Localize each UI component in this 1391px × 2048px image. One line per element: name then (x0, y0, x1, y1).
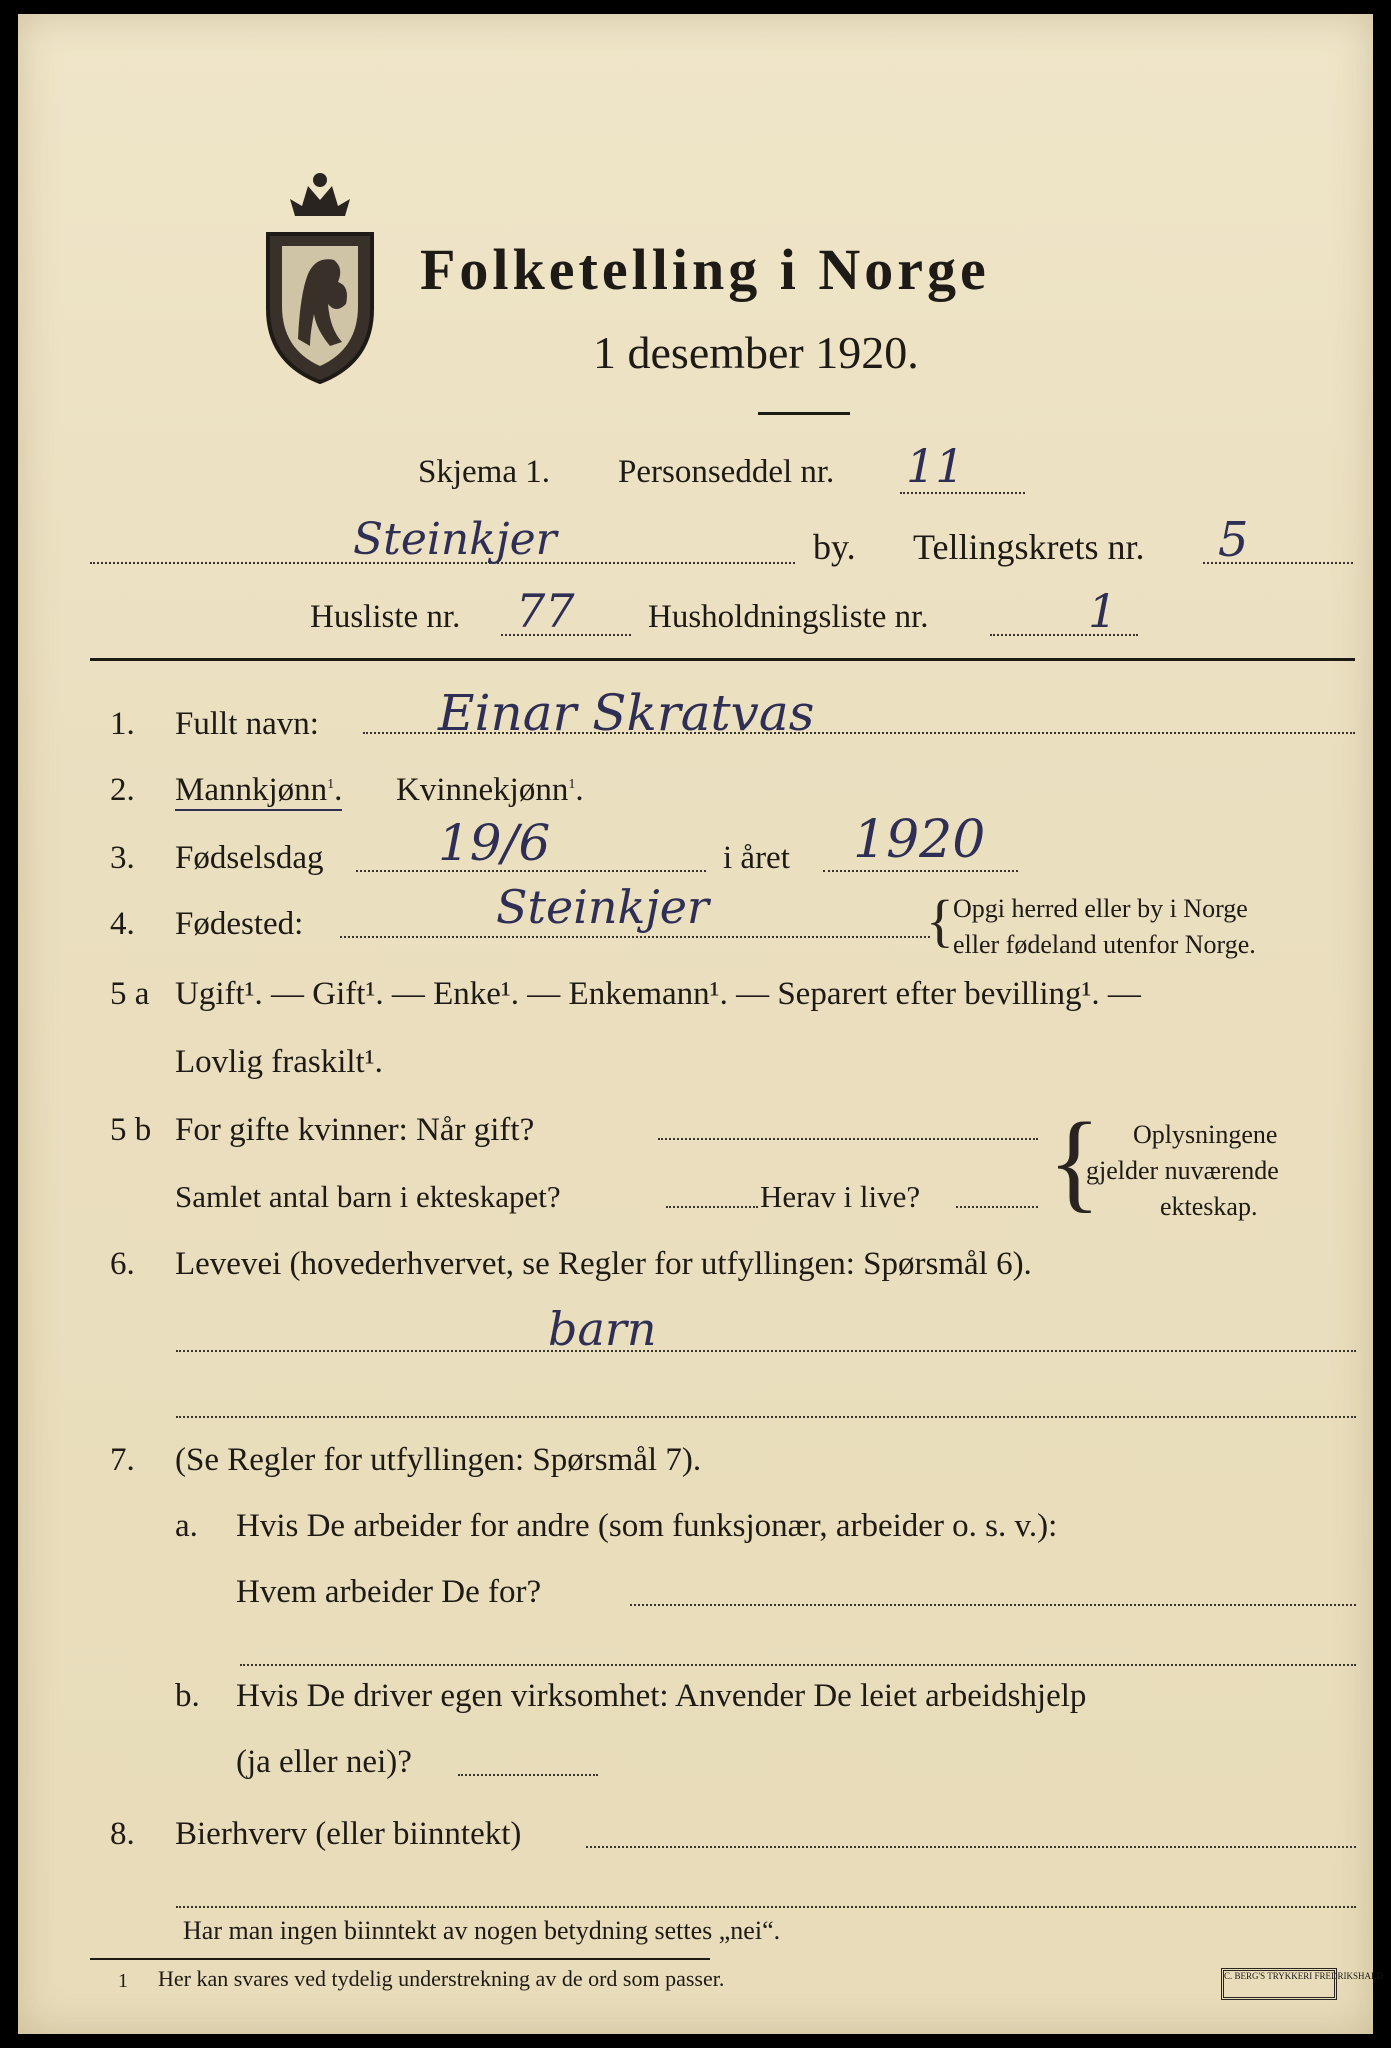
birthplace-note-2: eller fødeland utenfor Norge. (953, 930, 1256, 959)
form-title: Folketelling i Norge (420, 237, 990, 302)
marital-status-options[interactable]: Ugift¹. — Gift¹. — Enke¹. — Enkemann¹. — Separert efter bevilling¹. — (175, 976, 1141, 1012)
personseddel-value[interactable]: 11 (906, 439, 965, 493)
occupation-label: Levevei (hovederhvervet, se Regler for utfyllingen: Spørsmål 6). (175, 1246, 1032, 1282)
side-income-field[interactable] (586, 1846, 1356, 1848)
birthplace-value[interactable]: Steinkjer (496, 880, 709, 934)
coat-of-arms-emblem (250, 164, 390, 389)
hired-help-label: (ja eller nei)? (236, 1744, 412, 1780)
male-option[interactable]: Mannkjønn$^1$. (175, 772, 342, 811)
tellingskrets-label: Tellingskrets nr. (913, 527, 1145, 567)
side-income-note: Har man ingen biinntekt av nogen betydning settes „nei“. (183, 1916, 781, 1945)
birthdate-label: Fødselsdag (175, 840, 324, 876)
female-option[interactable]: Kvinnekjønn$^1$. (396, 772, 584, 808)
married-when-label: For gifte kvinner: Når gift? (175, 1112, 535, 1148)
alive-label: Herav i live? (760, 1179, 921, 1214)
form-date: 1 desember 1920. (593, 327, 919, 378)
birthplace-label: Fødested: (175, 906, 304, 942)
husholdningsliste-label: Husholdningsliste nr. (648, 599, 929, 635)
tellingskrets-value[interactable]: 5 (1218, 512, 1249, 568)
printer-mark: C. BERG'S TRYKKERI FREDRIKSHALD (1221, 1968, 1337, 2000)
side-income-label: Bierhverv (eller biinntekt) (175, 1816, 522, 1852)
hired-help-field[interactable] (458, 1774, 598, 1776)
town-value[interactable]: Steinkjer (353, 514, 557, 565)
birthdate-value[interactable]: 19/6 (438, 814, 551, 872)
footnote: Her kan svares ved tydelig understrekning av de ord som passer. (158, 1966, 725, 1991)
by-label: by. (813, 527, 856, 567)
schema-label: Skjema 1. (418, 454, 550, 490)
birth-year-value[interactable]: 1920 (853, 810, 986, 870)
husliste-value[interactable]: 77 (516, 584, 575, 638)
header-divider (90, 658, 1355, 661)
employer-field[interactable] (630, 1604, 1356, 1606)
census-form: Folketelling i Norge 1 desember 1920. Skjema 1. Personseddel nr. 11 Steinkjer by. Tellingskrets nr. 5 Husliste nr. 77 Husholdningsliste nr. 1 1. Fullt navn: Einar Skratvas 2. Mannkjønn$^1$. Kvinnekjønn$^1$. 3. Fødselsdag 19/6 i året 1920 4. Fødested: Steinkjer { Opgi herred eller by i Norge eller fødeland utenfor Norge. 5 a Ugift¹. — Gift¹. — Enke¹. — Enkemann¹. — Separert efter bevilling¹. — Lovlig fraskilt¹. 5 b For gifte kvinner: Når gift? Samlet antal barn i ekteskapet? Herav i live? { Oplysningene gjelder nuværende ekteskap. 6. Levevei (hovederhvervet, se Regler for utfyllingen: Spørsmål 6). barn 7. (Se Regler for utfyllingen: Spørsmål 7). a. Hvis De arbeider for andre (som funksjonær, arbeider o. s. v.): Hvem arbeider De for? b. Hvis De driver egen virksomhet: Anvender De leiet arbeidshjelp (ja eller nei)? 8. Bierhverv (eller biinntekt) Har man ingen biinntekt av nogen betydning settes „nei“. 1 Her kan svares ved tydelig understrekning av de ord som passer. C. BERG'S TRYKKERI FREDRIKSHALD (18, 14, 1373, 2034)
full-name-value[interactable]: Einar Skratvas (438, 684, 815, 742)
husliste-label: Husliste nr. (310, 599, 461, 635)
occupation-value[interactable]: barn (548, 1302, 657, 1356)
year-label: i året (723, 840, 790, 876)
birthplace-note-1: Opgi herred eller by i Norge (953, 894, 1248, 923)
husholdningsliste-value[interactable]: 1 (1088, 584, 1118, 638)
employer-label: Hvem arbeider De for? (236, 1574, 542, 1610)
full-name-label: Fullt navn: (175, 706, 319, 742)
marital-status-divorced[interactable]: Lovlig fraskilt¹. (175, 1044, 383, 1080)
children-label: Samlet antal barn i ekteskapet? (175, 1179, 561, 1214)
title-divider (758, 412, 850, 415)
personseddel-label: Personseddel nr. (618, 454, 835, 490)
